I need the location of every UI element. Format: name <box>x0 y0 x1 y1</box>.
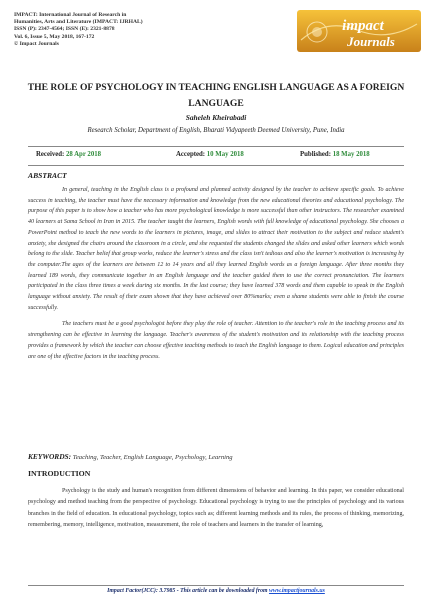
logo-word-bottom: Journals <box>347 34 395 49</box>
keywords-text: Teaching, Teacher, English Language, Psychology, Learning <box>72 454 233 461</box>
footer-prefix: Impact Factor(JCC): 3.7985 - This article can be downloaded from <box>107 588 269 594</box>
journal-header-line: Humanities, Arts and Literature (IMPACT: IJRHAL) <box>14 19 143 26</box>
received-date <box>36 151 101 158</box>
introduction-paragraph: Psychology is the study and human's recognition from different dimensions of behavior and learning. In this paper, we consider educational psychology and method teaching from the perspective of psychology. Educational psychology is trying to use the principles of psychology and its various branches in the field of education. In educational psychology, topics such as; different learning methods and its rules, the process of thinking, memorizing, remembering, memory, intelligence, motivation, measurement, the role of teachers and learners in the transfer of learning, <box>28 488 404 528</box>
journal-header-line: IMPACT: International Journal of Research in <box>14 12 127 18</box>
divider <box>28 165 404 166</box>
abstract-paragraph: The teachers must be a good psychologist before they play the role of teacher. Attention to the teacher's role in the teaching process and its strengthening can be effective in learning the language. Teacher's awareness of the student's motivation and its relationship with the teaching process provides a framework by which the teacher can choose effective teaching methods to teach the English language to them. Logical education and principles are one of the effective factors in the teaching process. <box>28 321 404 360</box>
published-label: Published: <box>300 151 331 158</box>
accepted-label: Accepted: <box>176 151 206 158</box>
received-value: 28 Apr 2018 <box>66 151 102 158</box>
divider <box>28 146 404 147</box>
author-name: Saheleh Kheirabadi <box>185 113 247 122</box>
accepted-value: 10 May 2018 <box>206 151 244 158</box>
journal-header-line: Vol. 6, Issue 5, May 2018, 167-172 <box>14 33 95 40</box>
introduction-body <box>28 486 404 531</box>
keywords-label: KEYWORDS: <box>28 452 72 461</box>
author-affiliation: Research Scholar, Department of English, Bharati Vidyapeeth Deemed University, Pune, India <box>87 127 345 134</box>
abstract-heading: ABSTRACT <box>28 171 67 180</box>
journal-header <box>14 12 274 48</box>
footer-divider <box>28 585 404 586</box>
journal-header-line: ISSN (P): 2347-4564; ISSN (E): 2321-8878 <box>14 26 115 33</box>
introduction-heading: INTRODUCTION <box>28 469 91 478</box>
footer-link[interactable]: www.impactjournals.us <box>268 588 325 594</box>
published-value: 18 May 2018 <box>332 151 370 158</box>
impact-journals-logo <box>297 10 421 52</box>
accepted-date <box>176 151 244 158</box>
abstract-paragraph: In general, teaching in the English class is a profound and planned activity designed by the teacher to achieve specific goals. To achieve success in teaching, the teacher must have the necessary information and knowledge from the new educational theories and educational psychology. The purpose of this paper is to show how a teacher who has more psychological knowledge is more successful than other instructors. The researcher examined 40 learners at Sama School in Iran in 2015. The teacher taught the learners, English words with full knowledge of educational psychology. She chooses a PowerPoint method to teach the new words to the learners in pictures, image, and slides to attract their motivation to the subject and reduce student's anxiety, she designed the chairs around the classroom in a circle, and she requested the students changed the slides and asked other learners which words belong to the slide. Teacher belief that group works, reduce the learner's stress and the class isn't tedious and also the learner's motivation is increasing by the computer.The ages of the learners are between 12 to 14 years and all they learned English words as a foreign language. After three months they learned 189 words, they communicate together in an English language and the teacher guided them to use the correct pronunciation. The learners participated in the class three times a week during six months. In the last course; they have learned 378 words and them capable to speak in the English language without anxiety. The result of their exam shown that they have achieved over 80%marks; even a shame students were able to finish the course successfully. <box>28 187 404 311</box>
logo-word-top: impact <box>342 18 384 34</box>
published-date <box>300 151 370 158</box>
article-dates <box>28 151 404 161</box>
footer-text <box>28 588 404 594</box>
journal-header-line: © Impact Journals <box>14 40 59 47</box>
keywords <box>28 452 233 461</box>
page-footer <box>0 585 432 599</box>
abstract-body <box>28 185 404 368</box>
paper-title: THE ROLE OF PSYCHOLOGY IN TEACHING ENGLISH LANGUAGE AS A FOREIGN LANGUAGE <box>27 82 405 109</box>
received-label: Received: <box>36 151 65 158</box>
